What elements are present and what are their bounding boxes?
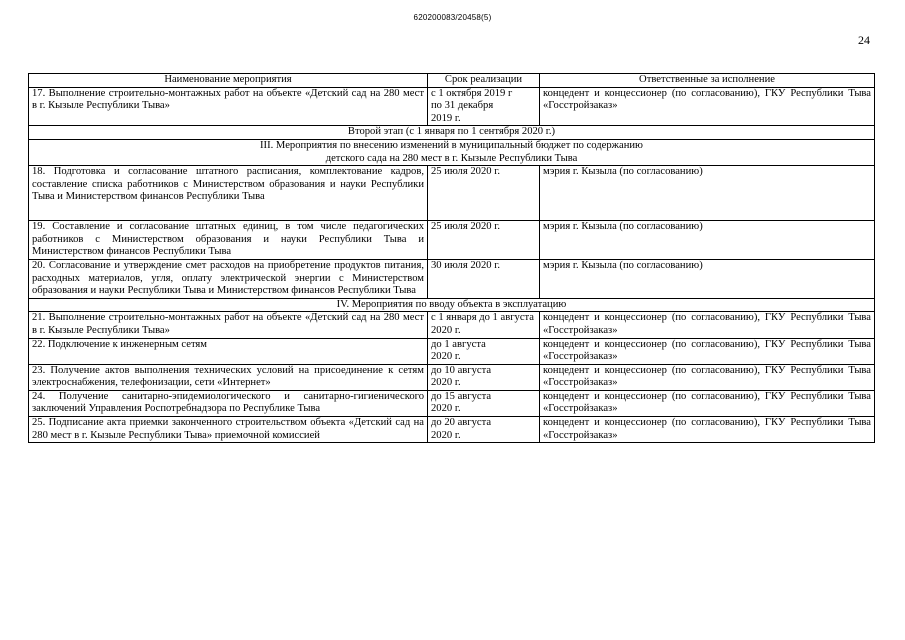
document-id: 620200083/20458(5) bbox=[413, 13, 492, 22]
row-18-name: 18. Подготовка и согласование штатного расписания, комплектование кадров, составление списка работников с Министерством образования и науки Республики Тыва и Министерством финансов Республики Тыва bbox=[29, 166, 428, 221]
column-header-name: Наименование мероприятия bbox=[29, 74, 428, 88]
row-25-name: 25. Подписание акта приемки законченного строительством объекта «Детский сад на 280 мест в г. Кызыле Республики Тыва» приемочной комиссией bbox=[29, 417, 428, 443]
row-18-responsible: мэрия г. Кызыла (по согласованию) bbox=[540, 166, 875, 221]
table-row bbox=[29, 166, 875, 221]
table-row bbox=[29, 312, 875, 338]
row-17-responsible: концедент и концессионер (по согласованию), ГКУ Республики Тыва «Госстройзаказ» bbox=[540, 87, 875, 126]
row-23-term: до 10 августа 2020 г. bbox=[428, 364, 540, 390]
section-row bbox=[29, 139, 875, 165]
row-22-term: до 1 августа 2020 г. bbox=[428, 338, 540, 364]
page-number: 24 bbox=[858, 33, 870, 47]
row-24-term: до 15 августа 2020 г. bbox=[428, 390, 540, 416]
row-21-responsible: концедент и концессионер (по согласованию), ГКУ Республики Тыва «Госстройзаказ» bbox=[540, 312, 875, 338]
table-row bbox=[29, 87, 875, 126]
row-24-name: 24. Получение санитарно-эпидемиологического и санитарно-гигиенического заключений Управления Роспотребнадзора по Республике Тыва bbox=[29, 390, 428, 416]
row-19-name: 19. Составление и согласование штатных единиц, в том числе педагогических работников с Министерством образования и науки Республики Тыва и Министерством финансов Республики Тыва bbox=[29, 221, 428, 260]
row-23-responsible: концедент и концессионер (по согласованию), ГКУ Республики Тыва «Госстройзаказ» bbox=[540, 364, 875, 390]
row-17-term: с 1 октября 2019 г по 31 декабря 2019 г. bbox=[428, 87, 540, 126]
row-22-responsible: концедент и концессионер (по согласованию), ГКУ Республики Тыва «Госстройзаказ» bbox=[540, 338, 875, 364]
table-row bbox=[29, 390, 875, 416]
row-17-name: 17. Выполнение строительно-монтажных работ на объекте «Детский сад на 280 мест в г. Кызыле Республики Тыва» bbox=[29, 87, 428, 126]
stage-row bbox=[29, 126, 875, 140]
table-row bbox=[29, 338, 875, 364]
row-20-name: 20. Согласование и утверждение смет расходов на приобретение продуктов питания, расходных материалов, угля, оплату электрической энергии с Министерством образования и науки Республики Тыва и Министерством финансов Республики Тыва bbox=[29, 259, 428, 298]
section-4-heading: IV. Мероприятия по вводу объекта в эксплуатацию bbox=[29, 298, 875, 312]
row-21-term: с 1 января до 1 августа 2020 г. bbox=[428, 312, 540, 338]
row-25-term: до 20 августа 2020 г. bbox=[428, 417, 540, 443]
row-24-responsible: концедент и концессионер (по согласованию), ГКУ Республики Тыва «Госстройзаказ» bbox=[540, 390, 875, 416]
table-row bbox=[29, 221, 875, 260]
row-20-term: 30 июля 2020 г. bbox=[428, 259, 540, 298]
stage-2-heading: Второй этап (с 1 января по 1 сентября 2020 г.) bbox=[29, 126, 875, 140]
row-18-term: 25 июля 2020 г. bbox=[428, 166, 540, 221]
row-23-name: 23. Получение актов выполнения технических условий на присоединение к сетям электроснабжения, телефонизации, сети «Интернет» bbox=[29, 364, 428, 390]
row-19-term: 25 июля 2020 г. bbox=[428, 221, 540, 260]
section-3-heading: III. Мероприятия по внесению изменений в муниципальный бюджет по содержанию детского сада на 280 мест в г. Кызыле Республики Тыва bbox=[29, 139, 875, 165]
section-row bbox=[29, 298, 875, 312]
row-25-responsible: концедент и концессионер (по согласованию), ГКУ Республики Тыва «Госстройзаказ» bbox=[540, 417, 875, 443]
table-row bbox=[29, 364, 875, 390]
table-header-row bbox=[29, 74, 875, 88]
table-row bbox=[29, 259, 875, 298]
row-19-responsible: мэрия г. Кызыла (по согласованию) bbox=[540, 221, 875, 260]
column-header-term: Срок реализации bbox=[428, 74, 540, 88]
row-20-responsible: мэрия г. Кызыла (по согласованию) bbox=[540, 259, 875, 298]
row-21-name: 21. Выполнение строительно-монтажных работ на объекте «Детский сад на 280 мест в г. Кызыле Республики Тыва» bbox=[29, 312, 428, 338]
row-22-name: 22. Подключение к инженерным сетям bbox=[29, 338, 428, 364]
table-row bbox=[29, 417, 875, 443]
events-table bbox=[28, 73, 875, 443]
column-header-responsible: Ответственные за исполнение bbox=[540, 74, 875, 88]
